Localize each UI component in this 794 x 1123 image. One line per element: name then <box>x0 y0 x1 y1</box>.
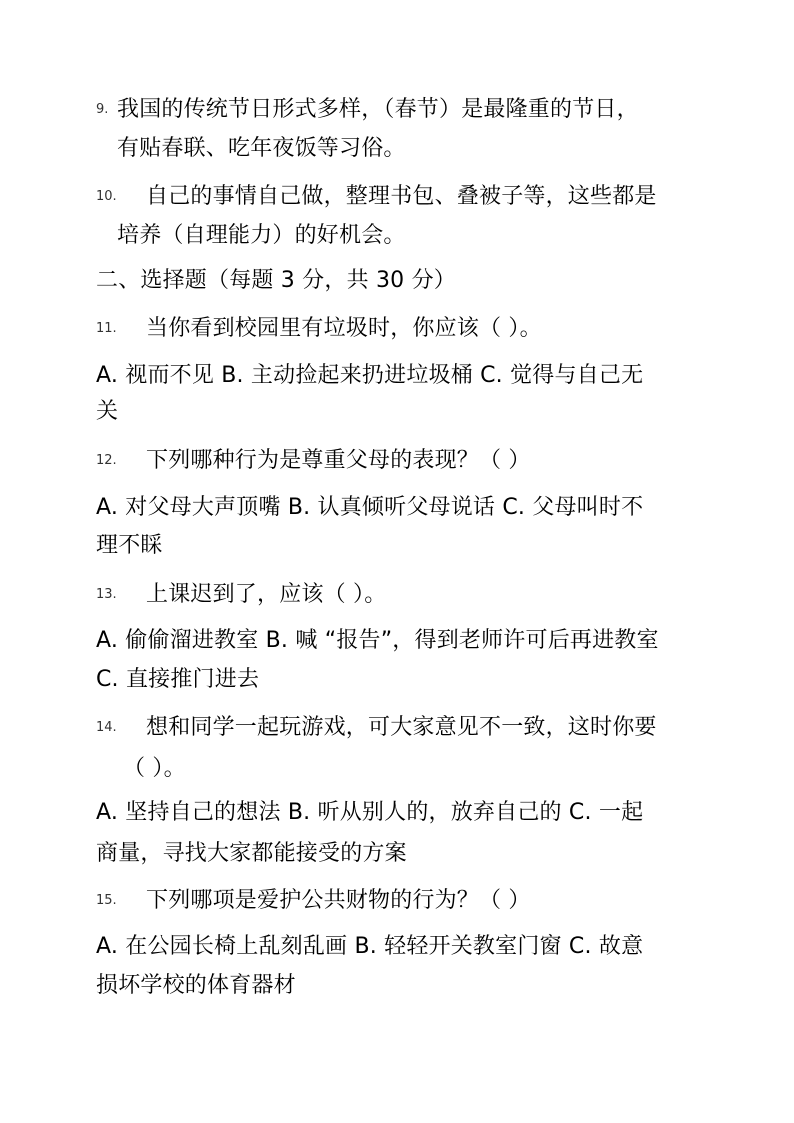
question-number: 13. <box>96 587 117 602</box>
question-text-continuation: （ ）。 <box>123 756 186 781</box>
item-number: 9. <box>96 102 109 117</box>
section-heading: 二、选择题（每题 3 分，共 30 分） <box>96 268 456 293</box>
item-number: 10. <box>96 189 117 204</box>
question-text: 上课迟到了，应该（ ）。 <box>146 582 387 607</box>
question-options: A. 视而不见 B. 主动捡起来扔进垃圾桶 C. 觉得与自己无 <box>96 363 644 388</box>
question-number: 12. <box>96 453 117 468</box>
item-text-line: 自己的事情自己做，整理书包、叠被子等，这些都是 <box>146 184 657 209</box>
question-options: A. 坚持自己的想法 B. 听从别人的，放弃自己的 C. 一起 <box>96 800 644 825</box>
question-text: 下列哪项是爱护公共财物的行为？（ ） <box>146 888 531 913</box>
item-text-line: 有贴春联、吃年夜饭等习俗。 <box>117 136 406 161</box>
question-number: 14. <box>96 720 117 735</box>
question-options: 损坏学校的体育器材 <box>96 973 296 998</box>
question-options: 商量，寻找大家都能接受的方案 <box>96 841 407 866</box>
question-number: 15. <box>96 893 117 908</box>
item-text-line: 培养（自理能力）的好机会。 <box>117 223 406 248</box>
question-options: 理不睬 <box>96 533 163 558</box>
question-number: 11. <box>96 321 117 336</box>
question-text: 想和同学一起玩游戏，可大家意见不一致，这时你要 <box>146 715 657 740</box>
question-options: A. 偷偷溜进教室 B. 喊 “报告”，得到老师许可后再进教室 <box>96 628 659 653</box>
item-text-line: 我国的传统节日形式多样，（春节）是最隆重的节日， <box>117 97 639 122</box>
question-options: 关 <box>96 399 119 424</box>
question-options: A. 对父母大声顶嘴 B. 认真倾听父母说话 C. 父母叫时不 <box>96 495 644 520</box>
question-text: 当你看到校园里有垃圾时，你应该（ ）。 <box>146 316 542 341</box>
question-text: 下列哪种行为是尊重父母的表现？（ ） <box>146 448 531 473</box>
question-options: A. 在公园长椅上乱刻乱画 B. 轻轻开关教室门窗 C. 故意 <box>96 934 644 959</box>
question-options: C. 直接推门进去 <box>96 667 260 692</box>
